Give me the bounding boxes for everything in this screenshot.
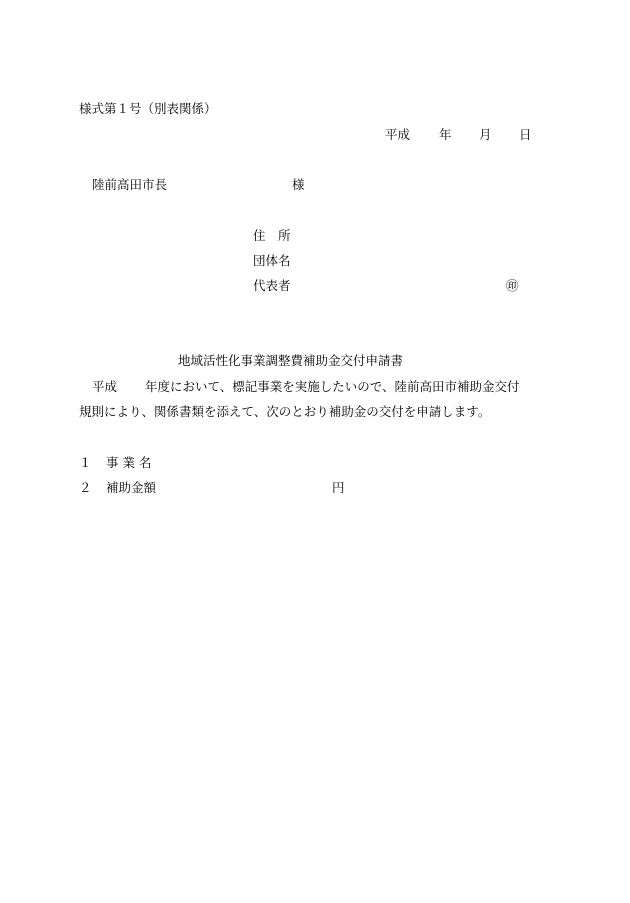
item-2-label: 補助金額 bbox=[106, 480, 157, 495]
representative-label: 代表者 bbox=[253, 278, 291, 293]
addressee-honorific: 様 bbox=[292, 177, 305, 192]
seal-mark: ㊞ bbox=[506, 278, 519, 293]
body-line-2: 規則により、関係書類を添えて、次のとおり補助金の交付を申請します。 bbox=[79, 404, 491, 419]
body-line-1: 年度において、標記事業を実施したいので、陸前高田市補助金交付 bbox=[145, 379, 520, 394]
document-title: 地域活性化事業調整費補助金交付申請書 bbox=[178, 353, 404, 368]
date-year-label: 年 bbox=[439, 127, 452, 142]
form-number: 様式第１号（別表関係） bbox=[79, 101, 217, 116]
item-1-label: 事 業 名 bbox=[106, 455, 152, 470]
date-day-label: 日 bbox=[519, 127, 532, 142]
item-2-number: ２ bbox=[79, 480, 92, 495]
date-month-label: 月 bbox=[479, 127, 492, 142]
body-era: 平成 bbox=[92, 379, 118, 394]
item-2-unit: 円 bbox=[332, 480, 345, 495]
address-label: 住 所 bbox=[253, 228, 291, 243]
organization-label: 団体名 bbox=[253, 253, 291, 268]
item-1-number: １ bbox=[79, 455, 92, 470]
date-era: 平成 bbox=[385, 127, 411, 142]
addressee-name: 陸前高田市長 bbox=[92, 177, 168, 192]
